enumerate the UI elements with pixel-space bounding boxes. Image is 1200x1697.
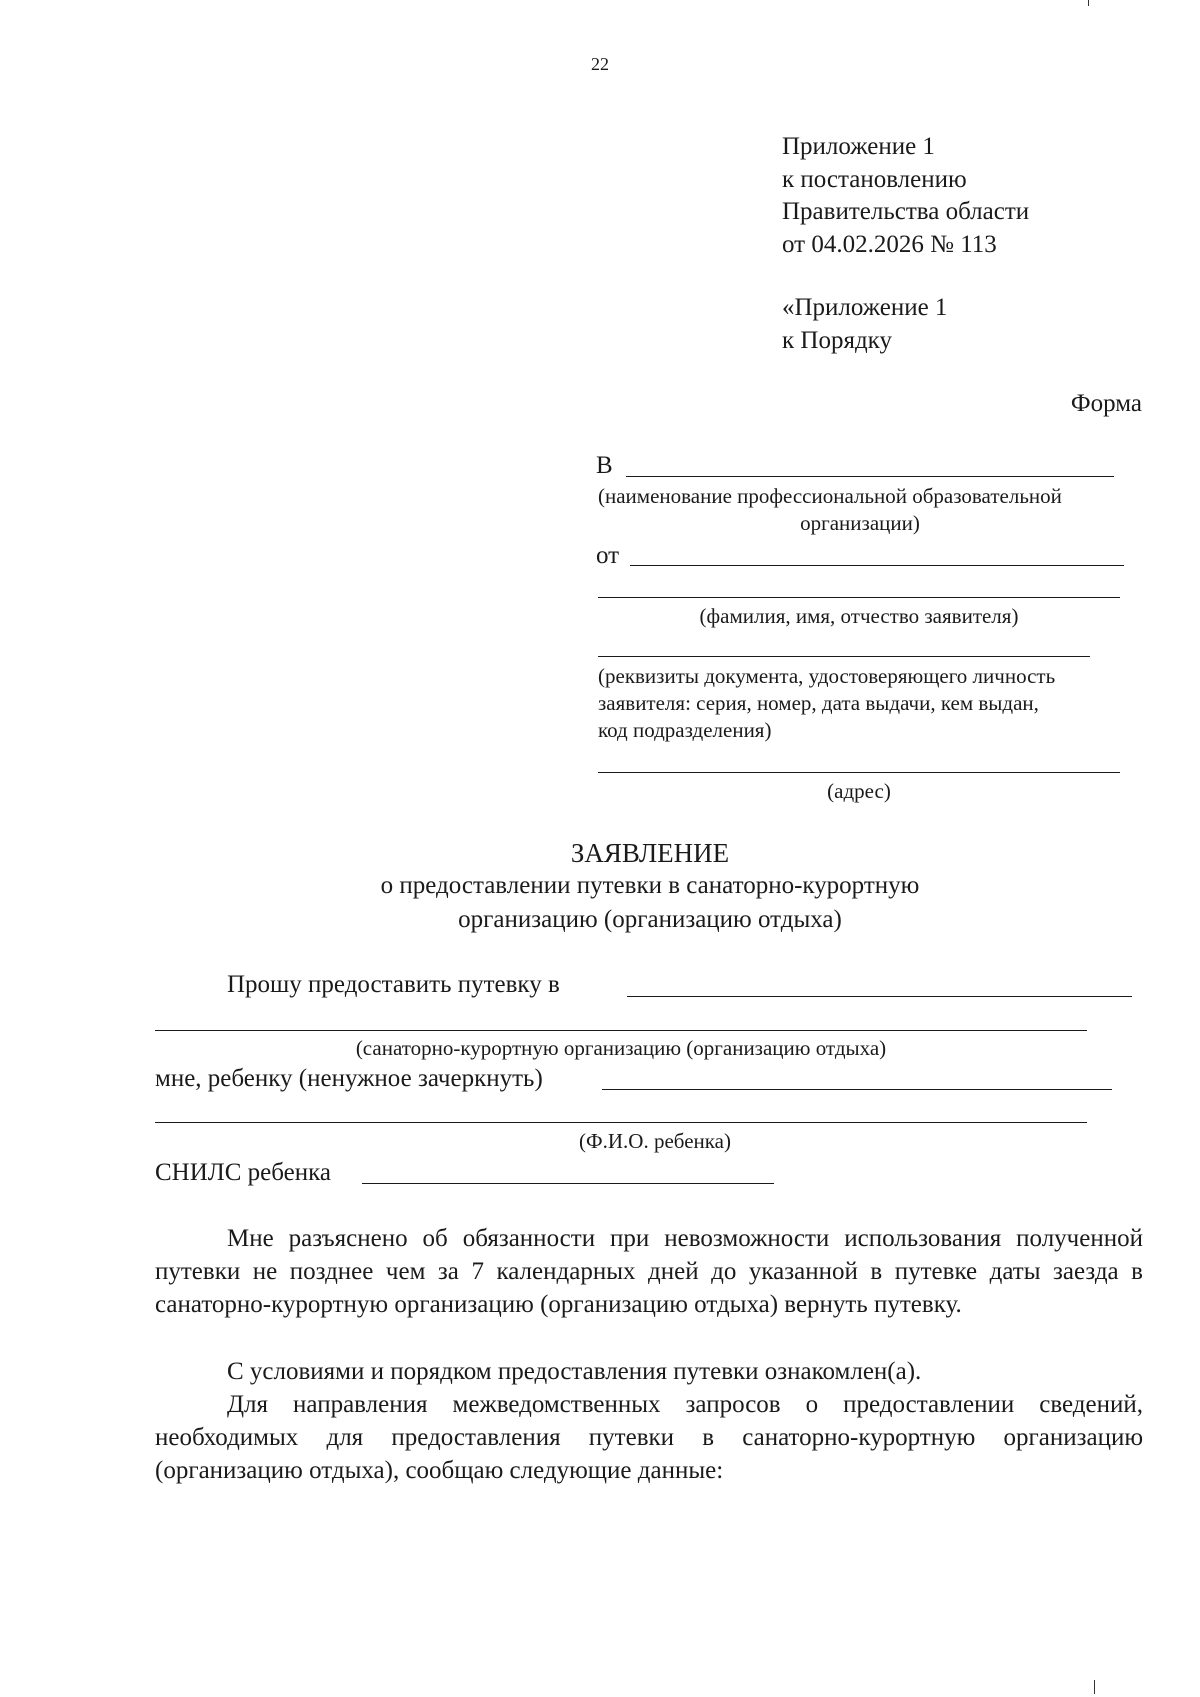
statement-subtitle-1: о предоставлении путевки в санаторно-курортную (380, 872, 920, 899)
paragraph-interagency-data: Для направления межведомственных запросов о предоставлении сведений, необходимых для предоставления путевки в санаторно-курортную организацию (организацию отдыха), сообщаю следующие данные: (155, 1391, 1143, 1485)
form-label: Форма (1070, 390, 1142, 417)
to-org-field[interactable] (626, 476, 1114, 477)
who-prefix: мне, ребенку (ненужное зачеркнуть) (155, 1065, 543, 1092)
snils-field[interactable] (362, 1183, 774, 1184)
annex-order-line-2: к Порядку (782, 326, 892, 354)
from-name-field-2[interactable] (598, 597, 1120, 598)
name-caption: (фамилия, имя, отчество заявителя) (699, 604, 1019, 628)
child-name-field[interactable] (602, 1089, 1112, 1090)
scan-edge-mark-bottom (1094, 1680, 1095, 1694)
to-caption-1: (наименование профессиональной образовательной (598, 484, 1062, 508)
snils-prefix: СНИЛС ребенка (155, 1159, 331, 1186)
annex-line-4: от 04.02.2026 № 113 (782, 230, 997, 258)
annex-order-block (782, 292, 947, 357)
from-prefix: от (596, 542, 620, 569)
paragraph-return-obligation: Мне разъяснено об обязанности при невозможности использования полученной путевки не позднее чем за 7 календарных дней до указанной в путевке даты заезда в санаторно-курортную организацию (организацию отдыха) вернуть путевку. (155, 1225, 1143, 1319)
document-field[interactable] (598, 656, 1090, 657)
request-org-field[interactable] (627, 996, 1132, 997)
paragraph-acknowledgement: С условиями и порядком предоставления путевки ознакомлен(а). (227, 1358, 922, 1385)
doc-caption-1: (реквизиты документа, удостоверяющего личность (598, 664, 1056, 688)
org-caption: (санаторно-курортную организацию (организацию отдыха) (355, 1036, 887, 1060)
request-prefix: Прошу предоставить путевку в (227, 971, 560, 998)
child-name-field-2[interactable] (155, 1122, 1087, 1123)
statement-subtitle-2: организацию (организацию отдыха) (458, 906, 842, 933)
annex-order-line-1: «Приложение 1 (782, 294, 948, 321)
from-name-field[interactable] (630, 565, 1124, 566)
annex-line-1: Приложение 1 (782, 133, 935, 160)
request-org-field-2[interactable] (155, 1030, 1087, 1031)
annex-line-2: к постановлению (782, 165, 967, 193)
child-caption: (Ф.И.О. ребенка) (579, 1129, 731, 1153)
statement-title: ЗАЯВЛЕНИЕ (570, 838, 730, 868)
address-caption: (адрес) (827, 779, 891, 803)
address-field[interactable] (598, 772, 1120, 773)
annex-block (782, 131, 1029, 261)
doc-caption-3: код подразделения) (598, 718, 772, 742)
to-caption-2: организации) (800, 511, 920, 535)
scan-edge-mark-top (1088, 0, 1089, 6)
page-number: 22 (591, 54, 609, 74)
annex-line-3: Правительства области (782, 198, 1030, 225)
to-prefix: В (596, 452, 613, 479)
doc-caption-2: заявителя: серия, номер, дата выдачи, кем выдан, (598, 691, 1039, 715)
